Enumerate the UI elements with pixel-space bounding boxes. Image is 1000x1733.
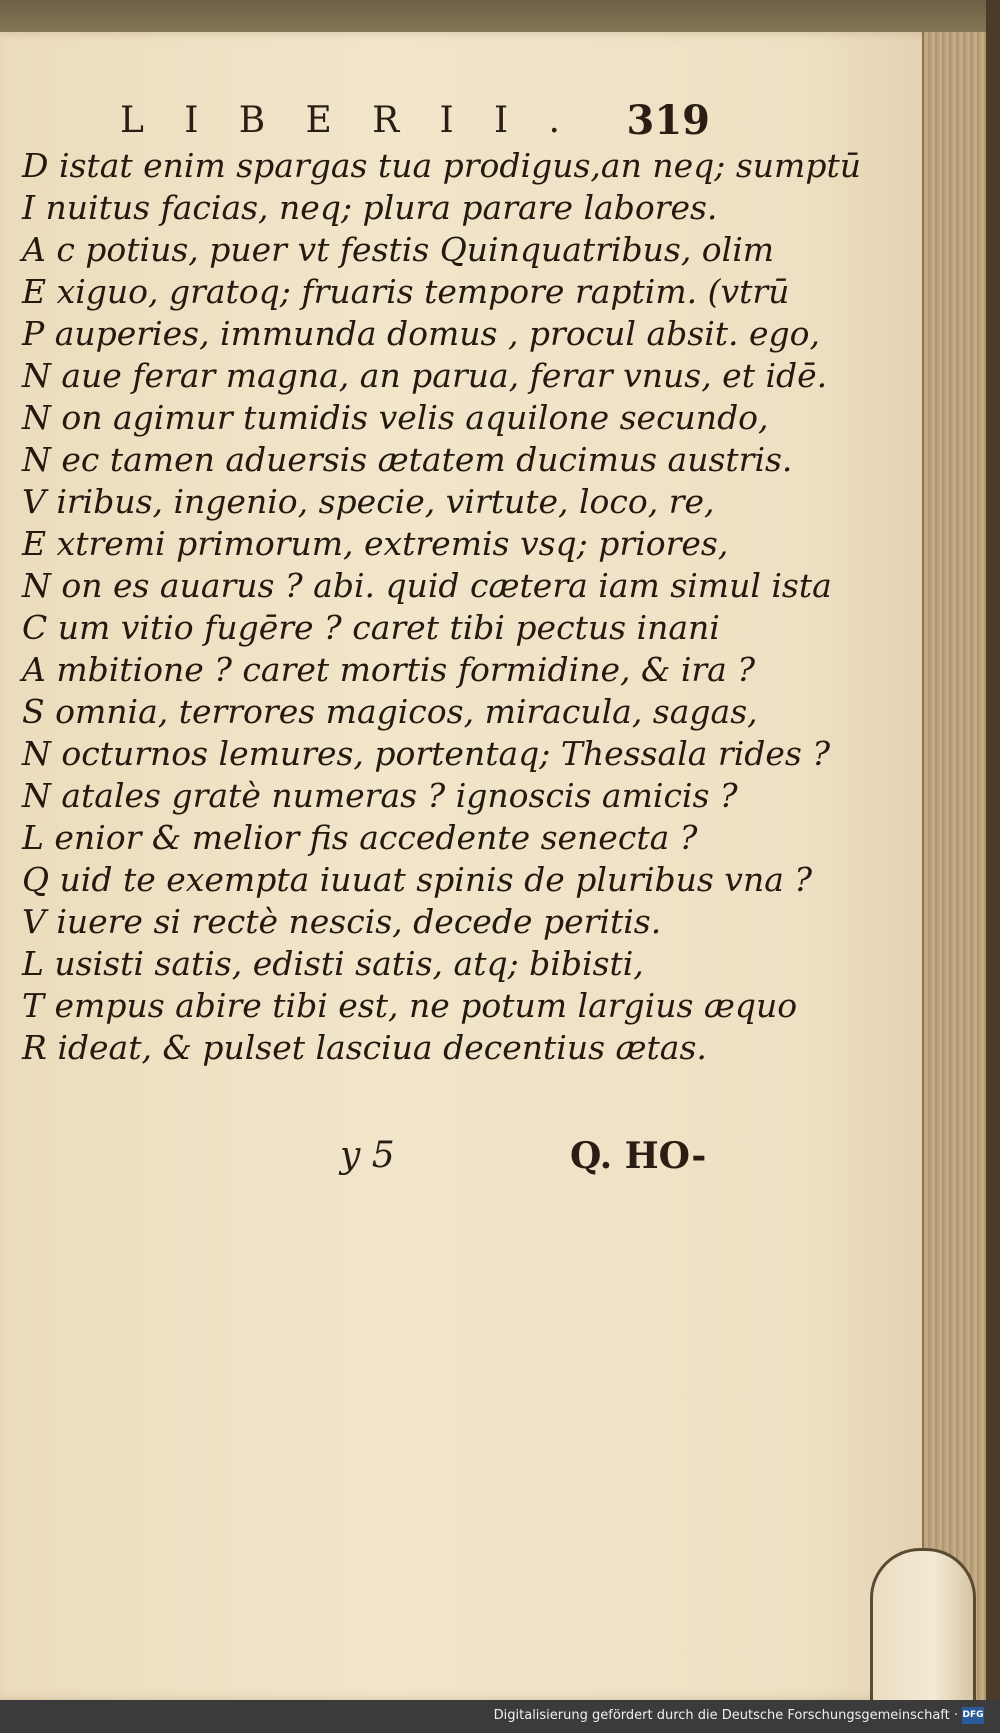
verse-line: N ec tamen aduersis ætatem ducimus austris. — [22, 440, 793, 479]
running-title-letter: I — [439, 99, 454, 141]
verse-line: N atales gratè numeras ? ignoscis amicis ? — [22, 776, 738, 815]
dfg-logo-icon: DFG — [962, 1707, 984, 1724]
running-title-letter: . — [548, 99, 560, 141]
verse-line: V iuere si rectè nescis, decede peritis. — [22, 902, 662, 941]
running-title-letter: I — [494, 99, 509, 141]
scan-right-frame — [986, 0, 1000, 1733]
verse-text — [22, 145, 861, 1069]
running-title-letter: R — [372, 99, 400, 141]
running-title-letter: E — [305, 99, 332, 141]
verse-line: N on agimur tumidis velis aquilone secundo, — [22, 398, 769, 437]
verse-line: T empus abire tibi est, ne potum largius æquo — [22, 986, 798, 1025]
running-title — [120, 100, 560, 141]
verse-line: I nuitus facias, neq; plura parare labores. — [22, 188, 718, 227]
verse-line: S omnia, terrores magicos, miracula, sagas, — [22, 692, 758, 731]
running-title-letter: L — [120, 99, 144, 141]
verse-line: V iribus, ingenio, specie, virtute, loco, re, — [22, 482, 715, 521]
signature-mark: y 5 — [340, 1135, 395, 1176]
verse-line: C um vitio fugēre ? caret tibi pectus inani — [22, 608, 720, 647]
verse-line: Q uid te exempta iuuat spinis de pluribus vna ? — [22, 860, 813, 899]
running-header — [120, 95, 710, 145]
verse-line: D istat enim spargas tua prodigus,an neq; sumptū — [22, 146, 861, 185]
verse-line: A c potius, puer vt festis Quinquatribus, olim — [22, 230, 775, 269]
digitization-credit: Digitalisierung gefördert durch die Deutsche Forschungsgemeinschaft · — [493, 1708, 958, 1723]
verse-line: A mbitione ? caret mortis formidine, & ira ? — [22, 650, 756, 689]
verse-line: E xiguo, gratoq; fruaris tempore raptim. (vtrū — [22, 272, 790, 311]
verse-line: N octurnos lemures, portentaq; Thessala rides ? — [22, 734, 831, 773]
verse-line: N on es auarus ? abi. quid cætera iam simul ista — [22, 566, 832, 605]
verse-line: E xtremi primorum, extremis vsq; priores, — [22, 524, 729, 563]
page-edges — [922, 32, 988, 1700]
page-number: 319 — [626, 96, 710, 144]
verse-line: N aue ferar magna, an parua, ferar vnus, et idē. — [22, 356, 828, 395]
page-curl — [870, 1548, 976, 1711]
verse-line: L usisti satis, edisti satis, atq; bibisti, — [22, 944, 644, 983]
page-footer — [330, 1135, 730, 1185]
verse-line: L enior & melior fis accedente senecta ? — [22, 818, 698, 857]
catchword: Q. HO- — [570, 1135, 707, 1177]
verse-line: P auperies, immunda domus , procul absit. ego, — [22, 314, 821, 353]
running-title-letter: B — [238, 99, 266, 141]
verse-line: R ideat, & pulset lasciua decentius ætas. — [22, 1028, 707, 1067]
running-title-letter: I — [184, 99, 199, 141]
